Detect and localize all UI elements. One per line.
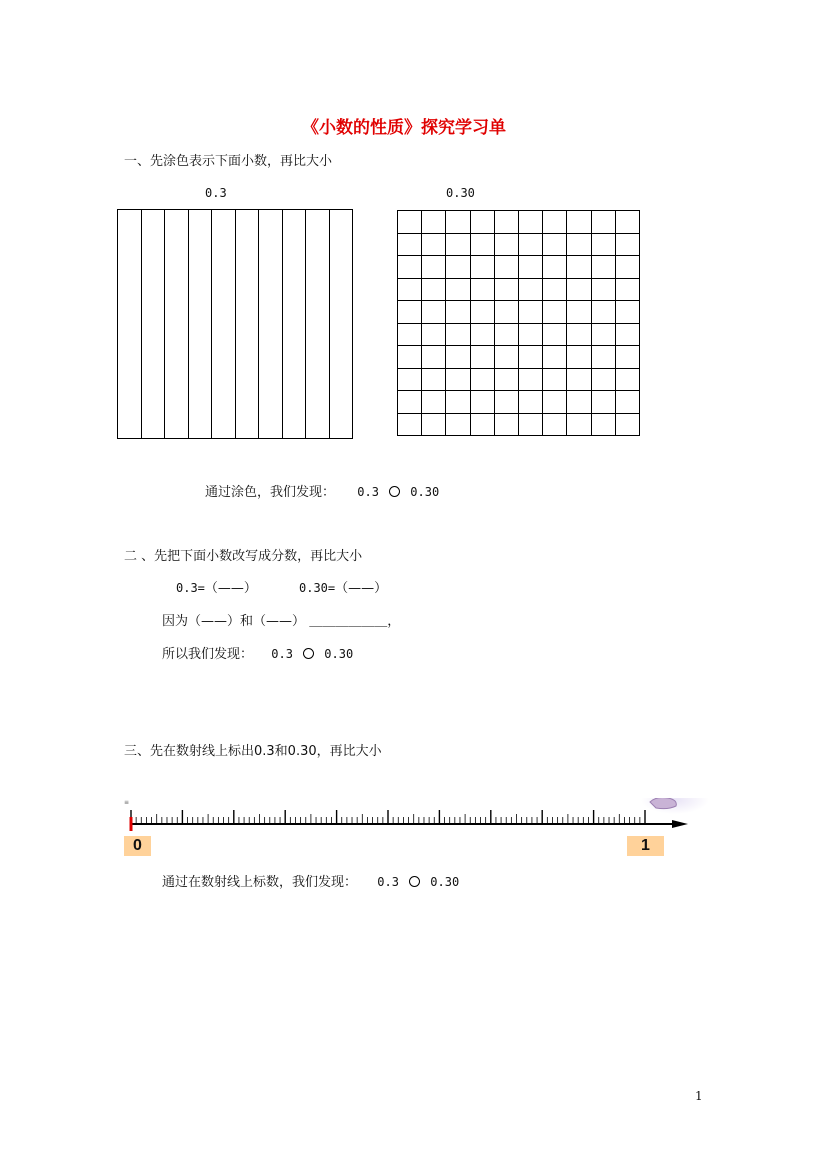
compare-left-value: 0.3 [271,647,293,661]
grid-cell[interactable] [615,346,639,369]
grid-cell[interactable] [615,413,639,436]
grid-cell[interactable] [422,391,446,414]
compare-right-value: 0.30 [324,647,354,661]
eq2-left: 0.30= [299,581,336,595]
grid-cell[interactable] [470,368,494,391]
grid-cell[interactable] [518,211,542,234]
compare-right-value: 0.30 [430,875,460,889]
grid-cell[interactable] [615,233,639,256]
eq1-fraction-blank[interactable]: （——） [204,581,257,596]
grid-cell[interactable] [446,301,470,324]
grid-cell[interactable] [470,256,494,279]
because-fraction-blank-1[interactable]: （——） [188,614,241,629]
grid-cell[interactable] [567,301,591,324]
grid-cell[interactable] [567,323,591,346]
grid-cell[interactable] [470,391,494,414]
grid-cell[interactable] [591,391,615,414]
tiny-scale-mark: ≡ [124,799,130,806]
because-prefix: 因为 [162,614,189,629]
grid-cell[interactable] [591,413,615,436]
grid-cell[interactable] [615,323,639,346]
eq1-left: 0.3= [176,581,205,595]
grid-cell[interactable] [567,413,591,436]
grid-cell[interactable] [398,323,422,346]
strip-cell[interactable] [188,210,212,439]
grid-cell[interactable] [518,233,542,256]
grid-cell[interactable] [543,256,567,279]
compare-circle[interactable] [303,648,314,659]
grid-cell[interactable] [543,278,567,301]
strip-cell[interactable] [165,210,189,439]
section3-finding [162,871,459,890]
grid-cell[interactable] [615,211,639,234]
grid-cell[interactable] [398,278,422,301]
grid-cell[interactable] [398,346,422,369]
strip-cell[interactable] [141,210,165,439]
grid-cell[interactable] [567,233,591,256]
grid-cell[interactable] [494,413,518,436]
grid-cell[interactable] [543,233,567,256]
grid-cell[interactable] [398,301,422,324]
grid-cell[interactable] [494,278,518,301]
tenths-strip-grid[interactable] [117,209,353,439]
grid-cell[interactable] [591,323,615,346]
label-0-30: 0.30 [446,186,475,200]
grid-cell[interactable] [494,368,518,391]
grid-cell[interactable] [567,368,591,391]
compare-left-value: 0.3 [357,485,379,499]
finding-text: 所以我们发现： [162,647,254,662]
grid-cell[interactable] [591,256,615,279]
grid-cell[interactable] [494,346,518,369]
strip-cell[interactable] [282,210,306,439]
label-0-3: 0.3 [205,186,227,200]
grid-cell[interactable] [446,233,470,256]
because-fraction-blank-2[interactable]: （——） [253,614,306,629]
grid-cell[interactable] [398,211,422,234]
grid-cell[interactable] [446,391,470,414]
because-row [162,610,400,629]
page-number: 1 [695,1089,703,1103]
grid-cell[interactable] [543,391,567,414]
strip-cell[interactable] [212,210,236,439]
zero-label-badge: 0 [124,836,151,856]
grid-cell[interactable] [446,323,470,346]
strip-cell[interactable] [306,210,330,439]
grid-cell[interactable] [422,211,446,234]
grid-cell[interactable] [615,368,639,391]
grid-cell[interactable] [591,233,615,256]
because-and: 和 [240,614,254,629]
grid-cell[interactable] [567,256,591,279]
grid-cell[interactable] [543,301,567,324]
grid-cell[interactable] [615,256,639,279]
grid-cell[interactable] [615,301,639,324]
grid-cell[interactable] [494,233,518,256]
grid-cell[interactable] [422,301,446,324]
grid-cell[interactable] [518,413,542,436]
grid-cell[interactable] [567,391,591,414]
section1-heading: 一、先涂色表示下面小数，再比大小 [124,154,333,169]
grid-cell[interactable] [470,233,494,256]
grid-cell[interactable] [543,211,567,234]
compare-circle[interactable] [389,486,400,497]
grid-cell[interactable] [591,211,615,234]
grid-cell[interactable] [591,368,615,391]
compare-left-value: 0.3 [377,875,399,889]
grid-cell[interactable] [398,391,422,414]
grid-cell[interactable] [470,323,494,346]
grid-cell[interactable] [518,323,542,346]
grid-cell[interactable] [470,278,494,301]
grid-cell[interactable] [591,346,615,369]
grid-cell[interactable] [470,211,494,234]
grid-cell[interactable] [567,211,591,234]
grid-cell[interactable] [422,323,446,346]
grid-cell[interactable] [615,391,639,414]
document-title: 《小数的性质》探究学习单 [302,118,506,138]
grid-cell[interactable] [543,368,567,391]
section1-finding [205,481,439,500]
grid-cell[interactable] [494,301,518,324]
grid-cell[interactable] [422,368,446,391]
finding-text: 通过涂色，我们发现： [205,485,336,500]
one-label-badge: 1 [627,836,664,856]
grid-cell[interactable] [494,256,518,279]
grid-cell[interactable] [470,301,494,324]
grid-cell[interactable] [446,368,470,391]
strip-cell[interactable] [235,210,259,439]
equation-row-2 [299,577,387,596]
grid-cell[interactable] [518,368,542,391]
grid-cell[interactable] [494,323,518,346]
grid-cell[interactable] [494,391,518,414]
section3-heading: 三、先在数射线上标出0.3和0.30，再比大小 [124,744,382,759]
grid-cell[interactable] [470,413,494,436]
grid-cell[interactable] [470,346,494,369]
finding-text: 通过在数射线上标数，我们发现： [162,875,358,890]
strip-cell[interactable] [118,210,142,439]
grid-cell[interactable] [422,278,446,301]
grid-cell[interactable] [543,323,567,346]
hundredths-square-grid[interactable] [397,210,640,436]
grid-cell[interactable] [446,211,470,234]
grid-cell[interactable] [567,278,591,301]
grid-cell[interactable] [518,256,542,279]
grid-cell[interactable] [591,278,615,301]
grid-cell[interactable] [518,301,542,324]
compare-circle[interactable] [409,876,420,887]
number-ray-arrow [672,820,688,828]
number-ray[interactable] [120,798,710,862]
grid-cell[interactable] [518,346,542,369]
grid-cell[interactable] [446,278,470,301]
because-answer-blank[interactable]: ＿＿＿＿＿＿， [309,614,401,629]
grid-cell[interactable] [543,346,567,369]
grid-cell[interactable] [422,346,446,369]
strip-cell[interactable] [329,210,353,439]
grid-cell[interactable] [446,413,470,436]
grid-cell[interactable] [422,413,446,436]
grid-cell[interactable] [494,211,518,234]
grid-cell[interactable] [398,413,422,436]
grid-cell[interactable] [398,368,422,391]
grid-cell[interactable] [591,301,615,324]
grid-cell[interactable] [567,346,591,369]
grid-cell[interactable] [422,256,446,279]
grid-cell[interactable] [615,278,639,301]
grid-cell[interactable] [446,256,470,279]
strip-cell[interactable] [259,210,283,439]
grid-cell[interactable] [518,391,542,414]
grid-cell[interactable] [398,233,422,256]
grid-cell[interactable] [543,413,567,436]
grid-cell[interactable] [446,346,470,369]
compare-right-value: 0.30 [410,485,440,499]
equation-row [176,577,257,596]
section2-heading: 二 、先把下面小数改写成分数，再比大小 [124,549,363,564]
grid-cell[interactable] [398,256,422,279]
eq2-fraction-blank[interactable]: （——） [335,581,388,596]
section2-finding [162,643,353,662]
grid-cell[interactable] [518,278,542,301]
grid-cell[interactable] [422,233,446,256]
